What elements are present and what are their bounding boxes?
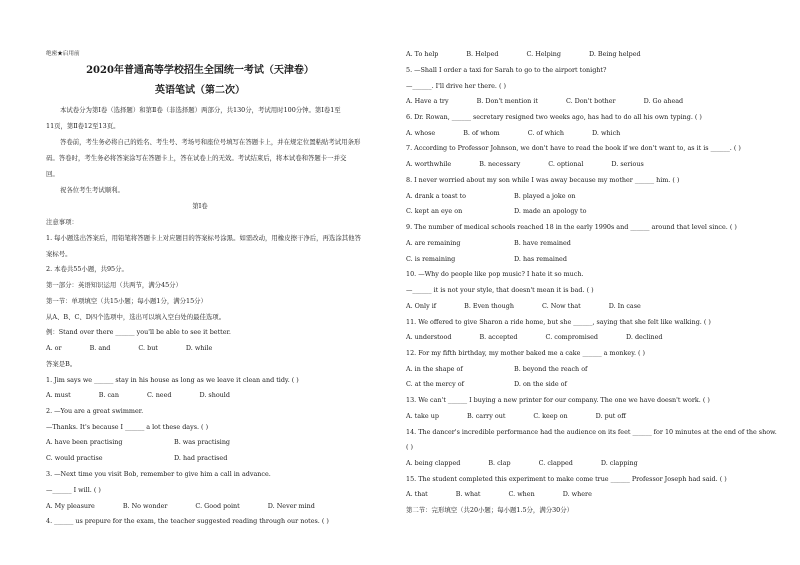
exam-subtitle: 英语笔试（第二次） [155,85,245,96]
question-5-reply: —______. I'll drive her there. ( ) [406,82,507,90]
option: C. when [508,490,535,498]
option: B. of whom [463,129,500,137]
option: C. compromised [545,333,598,341]
option: C. keep on [533,412,568,420]
instructions: 从A、B、C、D四个选项中，选出可以填入空白处的最佳选项。 [46,313,226,321]
option: A. understood [406,333,452,341]
option: D. where [562,490,592,498]
option: C. is remaining [406,255,456,263]
question-4-options [406,50,669,59]
option: C. would practise [46,454,103,462]
question-12: 12. For my fifth birthday, my mother baked me a cake ______ a monkey. ( ) [406,349,646,357]
question-8: 8. I never worried about my son while I was away because my mother ______ him. ( ) [406,176,680,184]
option: A. drank a toast to [406,192,467,200]
option: D. serious [611,160,644,168]
notes-title: 注意事项： [46,218,78,226]
option: B. played a joke on [514,192,576,200]
option: B. was practising [174,438,231,446]
option: D. clapping [600,459,638,467]
intro-line-4: 码。答卷时，考生务必将答案涂写在答题卡上，答在试卷上的无效。考试结束后，将本试卷和答题卡一并交 [46,154,347,162]
option: A. are remaining [406,239,461,247]
question-10-options [406,302,669,311]
question-14-options [406,459,666,468]
note-2: 2. 本卷共55小题，共95分。 [46,265,128,273]
option: D. In case [608,302,641,310]
option: A. whose [406,129,436,137]
section-title: 第Ⅰ卷 [192,202,208,210]
question-10: 10. —Why do people like pop music? I hate it so much. [406,270,584,278]
question-7: 7. According to Professor Johnson, we don't have to read the book if we don't want to, as it is ______. ( ) [406,144,741,152]
option: D. on the side of [514,380,567,388]
option: B. necessary [479,160,521,168]
question-9-options-b [406,255,595,264]
exam-title: 2020年普通高等学校招生全国统一考试（天津卷） [86,65,314,76]
question-2: 2. —You are a great swimmer. [46,407,144,415]
option: C. kept an eye on [406,207,463,215]
example-answer: 答案是B。 [46,360,77,368]
option: C. Now that [541,302,581,310]
question-2-options-a [46,438,258,447]
option: D. Being helped [588,50,641,58]
question-7-options [406,160,672,169]
option: A. Have a try [406,97,449,105]
question-13-options [406,412,654,421]
option: A. must [46,391,71,399]
question-9: 9. The number of medical schools reached 18 in the early 1990s and ______ around that level since. ( ) [406,223,737,231]
option: C. but [138,344,158,352]
example-options [46,344,240,353]
question-12-options-b [406,380,595,389]
question-8-options-a [406,192,604,201]
good-luck-line: 祝各位考生考试顺利。 [60,186,124,194]
question-6-options [406,129,648,138]
option: A. have been practising [46,438,123,446]
option: A. Only if [406,302,437,310]
question-2-reply: —Thanks. It's because I ______ a lot these days. ( ) [46,423,209,431]
option: C. optional [548,160,584,168]
option: B. can [98,391,119,399]
intro-line-2: 11页，第Ⅱ卷12至13页。 [46,122,120,130]
question-1: 1. Jim says we ______ stay in his house as long as we leave it clean and tidy. ( ) [46,376,299,384]
option: D. should [199,391,230,399]
question-5-options [406,97,711,106]
section-1-title: 第一节：单项填空（共15小题；每小题1分，满分15分） [46,297,207,305]
question-3-options [46,502,343,511]
option: A. take up [406,412,439,420]
option: C. Helping [526,50,561,58]
question-4: 4. ______ us prepure for the exam, the teacher suggested reading through our notes. ( ) [46,517,329,525]
note-1a: 1. 每小题选出答案后，用铅笔将答题卡上对应题目的答案标号涂黑。如需改动，用橡皮擦干净后，再选涂其他答 [46,234,361,242]
option: A. that [406,490,428,498]
section-2-title: 第二节：完形填空（共20小题；每小题1.5分，满分30分） [406,506,574,514]
confidential-mark: 绝密★启用前 [46,51,80,57]
option: B. beyond the reach of [514,365,588,373]
example-question: 例：Stand over there ______ you'll be able to see it better. [46,328,231,336]
intro-line-1: 本试卷分为第Ⅰ卷（选择题）和第Ⅱ卷（非选择题）两部分，共130分，考试用时100分钟。第Ⅰ卷1至 [60,106,341,114]
option: A. worthwhile [406,160,452,168]
question-15-options [406,490,620,499]
option: D. which [591,129,621,137]
option: C. Don't bother [565,97,616,105]
question-2-options-b [46,454,255,463]
option: B. No wonder [122,502,168,510]
question-5: 5. —Shall I order a taxi for Sarah to go to the airport tonight? [406,66,607,74]
option: A. or [46,344,62,352]
intro-line-5: 回。 [46,170,59,178]
option: B. carry out [466,412,506,420]
option: B. Don't mention it [476,97,538,105]
option: C. Good point [195,502,240,510]
option: D. Go ahead [643,97,684,105]
question-6: 6. Dr. Rowan, ______ secretary resigned two weeks ago, has had to do all his own typing. ( ) [406,113,702,121]
option: C. need [146,391,172,399]
question-14-bracket: ( ) [406,443,414,451]
option: A. To help [406,50,439,58]
option: B. Even though [464,302,514,310]
option: C. at the mercy of [406,380,464,388]
question-14: 14. The dancer's incredible performance had the audience on its feet ______ for 10 minutes at the end of the show. [406,428,777,436]
question-12-options-a [406,365,615,374]
option: C. clapped [538,459,573,467]
option: C. of which [527,129,564,137]
option: B. Helped [466,50,499,58]
option: A. being clapped [406,459,461,467]
option: A. in the shape of [406,365,463,373]
right-page [400,0,800,565]
question-8-options-b [406,207,614,216]
question-3-reply: —______ I will. ( ) [46,486,101,494]
note-1b: 案标号。 [46,250,72,258]
question-1-options [46,391,258,400]
option: A. My pleasure [46,502,95,510]
option: D. has remained [514,255,567,263]
question-15: 15. The student completed this experiment to make come true ______ Professor Joseph had said. ( ) [406,475,727,483]
option: D. declined [626,333,663,341]
question-13: 13. We can't ______ I buying a new printer for our company. The one we have doesn't work. ( ) [406,396,710,404]
question-9-options-a [406,239,599,248]
option: D. made an apology to [514,207,587,215]
option: B. and [89,344,111,352]
question-11: 11. We offered to give Sharon a ride home, but she ______, saying that she felt like walking. ( ) [406,318,711,326]
option: B. accepted [479,333,518,341]
question-3: 3. —Next time you visit Bob, remember to give him a call in advance. [46,470,271,478]
option: B. have remained [514,239,571,247]
option: B. what [455,490,481,498]
option: B. clap [488,459,511,467]
option: D. Never mind [267,502,315,510]
option: D. while [185,344,213,352]
intro-line-3: 答卷前，考生务必将自己的姓名、考生号、考场号和座位号填写在答题卡上，并在规定位置粘贴考试用条形 [60,138,361,146]
option: D. put off [595,412,626,420]
option: D. had practised [174,454,228,462]
part-1-title: 第一部分：英语知识运用（共两节，满分45分） [46,281,182,289]
question-11-options [406,333,691,342]
question-10-reply: —______ it is not your style, that doesn't mean it is bad. ( ) [406,286,594,294]
